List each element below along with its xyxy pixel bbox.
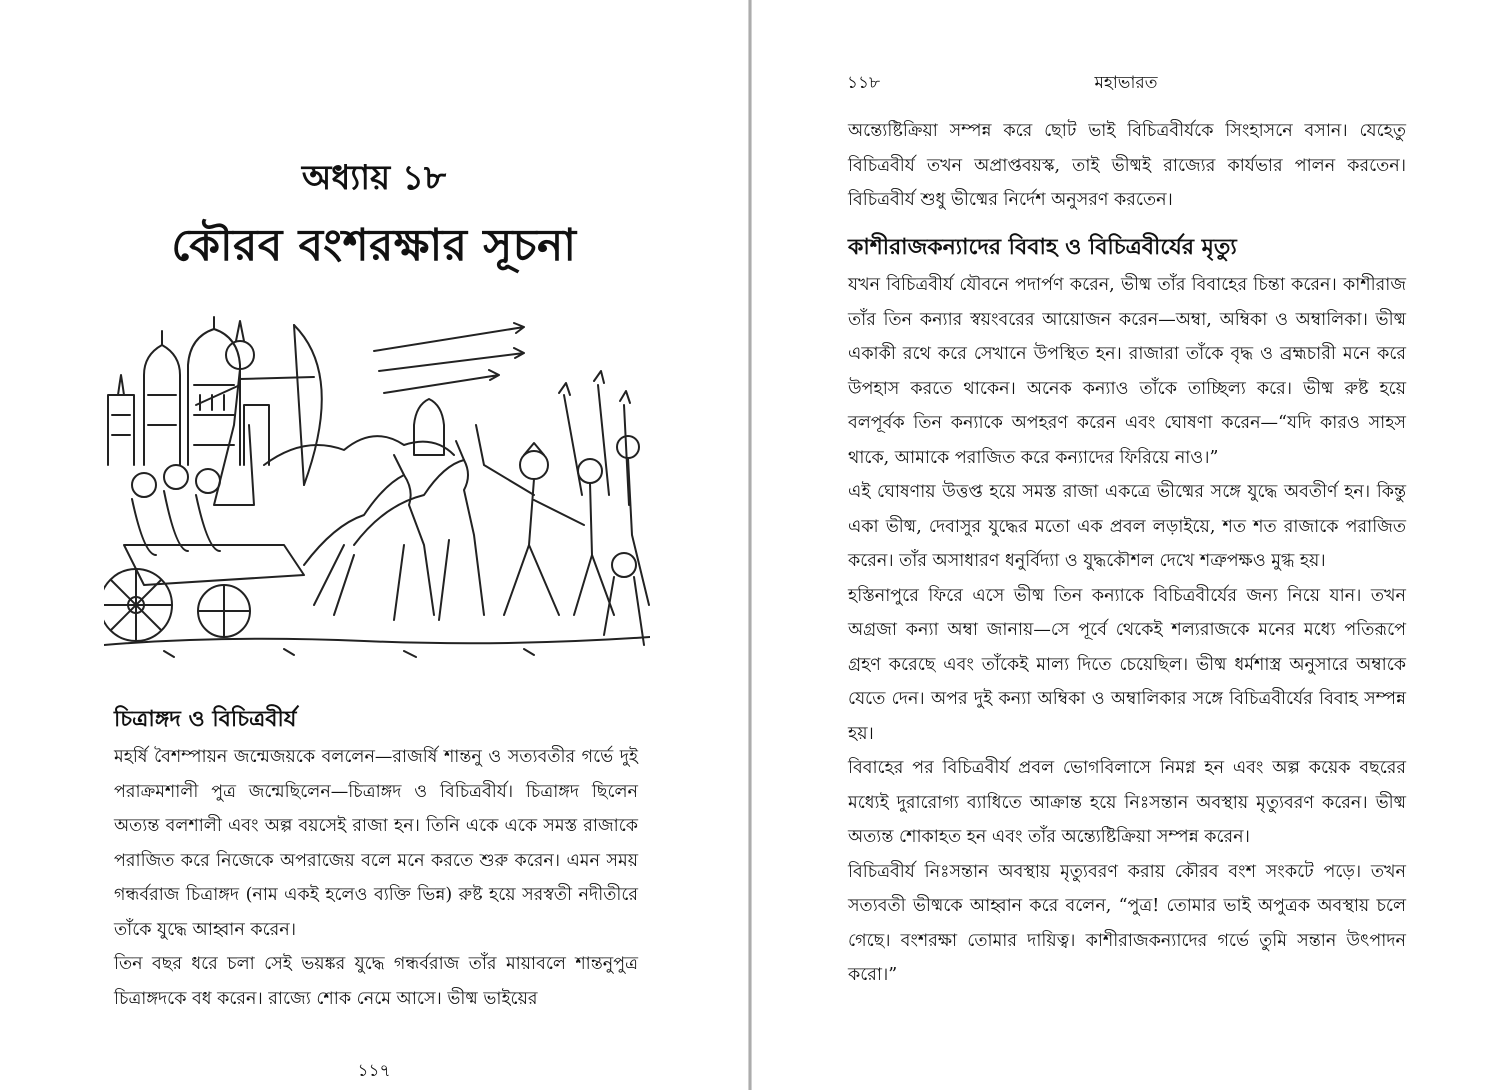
section-heading-marriage: কাশীরাজকন্যাদের বিবাহ ও বিচিত্রবীর্যের মৃত্যু: [848, 234, 1237, 260]
paragraph: যখন বিচিত্রবীর্য যৌবনে পদার্পণ করেন, ভীষ্ম তাঁর বিবাহের চিন্তা করেন। কাশীরাজ তাঁর তিন কন্যার স্বয়ংবরের আয়োজন করেন—অম্বা, অম্বিকা ও অম্বালিকা। ভীষ্ম একাকী রথে করে সেখানে উপস্থিত হন। রাজারা তাঁকে বৃদ্ধ ও ব্রহ্মচারী মনে করে উপহাস করতে থাকেন। অনেক কন্যাও তাঁকে তাচ্ছিল্য করে। ভীষ্ম রুষ্ট হয়ে বলপূর্বক তিন কন্যাকে অপহরণ করেন এবং ঘোষণা করেন—“যদি কারও সাহস থাকে, আমাকে পরাজিত করে কন্যাদের ফিরিয়ে নাও।”: [848, 275, 1406, 468]
paragraph: বিচিত্রবীর্য নিঃসন্তান অবস্থায় মৃত্যুবরণ করায় কৌরব বংশ সংকটে পড়ে। তখন সত্যবতী ভীষ্মকে আহ্বান করে বলেন, “পুত্র! তোমার ভাই অপুত্রক অবস্থায় চলে গেছে। বংশরক্ষা তোমার দায়িত্ব। কাশীরাজকন্যাদের গর্ভে তুমি সন্তান উৎপাদন করো।”: [848, 861, 1406, 985]
chariot-archer-battle-illustration-icon: [104, 315, 650, 663]
right-body-text: [848, 268, 1406, 993]
section-heading-chitrangada: চিত্রাঙ্গদ ও বিচিত্রবীর্য: [114, 706, 297, 732]
right-page: [752, 0, 1500, 1090]
left-body-text: [114, 740, 638, 1016]
page-number-right: ১১৮: [847, 73, 881, 93]
paragraph: তিন বছর ধরে চলা সেই ভয়ঙ্কর যুদ্ধে গন্ধর্বরাজ তাঁর মায়াবলে শান্তনুপুত্র চিত্রাঙ্গদকে বধ করেন। রাজ্যে শোক নেমে আসে। ভীষ্ম ভাইয়ের: [114, 954, 638, 1009]
page-number-left: ১১৭: [357, 1061, 391, 1081]
paragraph: হস্তিনাপুরে ফিরে এসে ভীষ্ম তিন কন্যাকে বিচিত্রবীর্যের জন্য নিয়ে যান। তখন অগ্রজা কন্যা অম্বা জানায়—সে পূর্বে থেকেই শল্যরাজকে মনের মধ্যে পতিরূপে গ্রহণ করেছে এবং তাঁকেই মাল্য দিতে চেয়েছিল। ভীষ্ম ধর্মশাস্ত্র অনুসারে অম্বাকে যেতে দেন। অপর দুই কন্যা অম্বিকা ও অম্বালিকার সঙ্গে বিচিত্রবীর্যের বিবাহ সম্পন্ন হয়।: [848, 585, 1406, 744]
paragraph: এই ঘোষণায় উত্তপ্ত হয়ে সমস্ত রাজা একত্রে ভীষ্মের সঙ্গে যুদ্ধে অবতীর্ণ হন। কিন্তু একা ভীষ্ম, দেবাসুর যুদ্ধের মতো এক প্রবল লড়াইয়ে, শত শত রাজাকে পরাজিত করেন। তাঁর অসাধারণ ধনুর্বিদ্যা ও যুদ্ধকৌশল দেখে শত্রুপক্ষও মুগ্ধ হয়।: [848, 482, 1406, 571]
chapter-title: কৌরব বংশরক্ষার সূচনা: [171, 220, 577, 271]
running-title: মহাভারত: [1094, 73, 1158, 93]
paragraph: মহর্ষি বৈশম্পায়ন জন্মেজয়কে বললেন—রাজর্ষি শান্তনু ও সত্যবতীর গর্ভে দুই পরাক্রমশালী পুত্র জন্মেছিলেন—চিত্রাঙ্গদ ও বিচিত্রবীর্য। চিত্রাঙ্গদ ছিলেন অত্যন্ত বলশালী এবং অল্প বয়সেই রাজা হন। তিনি একে একে সমস্ত রাজাকে পরাজিত করে নিজেকে অপরাজেয় বলে মনে করতে শুরু করেন। এমন সময় গন্ধর্বরাজ চিত্রাঙ্গদ (নাম একই হলেও ব্যক্তি ভিন্ন) রুষ্ট হয়ে সরস্বতী নদীতীরে তাঁকে যুদ্ধে আহ্বান করেন।: [114, 747, 638, 940]
paragraph: বিবাহের পর বিচিত্রবীর্য প্রবল ভোগবিলাসে নিমগ্ন হন এবং অল্প কয়েক বছরের মধ্যেই দুরারোগ্য ব্যাধিতে আক্রান্ত হয়ে নিঃসন্তান অবস্থায় মৃত্যুবরণ করেন। ভীষ্ম অত্যন্ত শোকাহত হন এবং তাঁর অন্ত্যেষ্টিক্রিয়া সম্পন্ন করেন।: [848, 758, 1406, 847]
left-page: [0, 0, 748, 1090]
chapter-label: অধ্যায় ১৮: [301, 158, 447, 198]
paragraph: অন্ত্যেষ্টিক্রিয়া সম্পন্ন করে ছোট ভাই বিচিত্রবীর্যকে সিংহাসনে বসান। যেহেতু বিচিত্রবীর্য তখন অপ্রাপ্তবয়স্ক, তাই ভীষ্মই রাজ্যের কার্যভার পালন করতেন। বিচিত্রবীর্য শুধু ভীষ্মের নির্দেশ অনুসরণ করতেন।: [848, 121, 1406, 210]
right-body-text-top: [848, 114, 1406, 218]
